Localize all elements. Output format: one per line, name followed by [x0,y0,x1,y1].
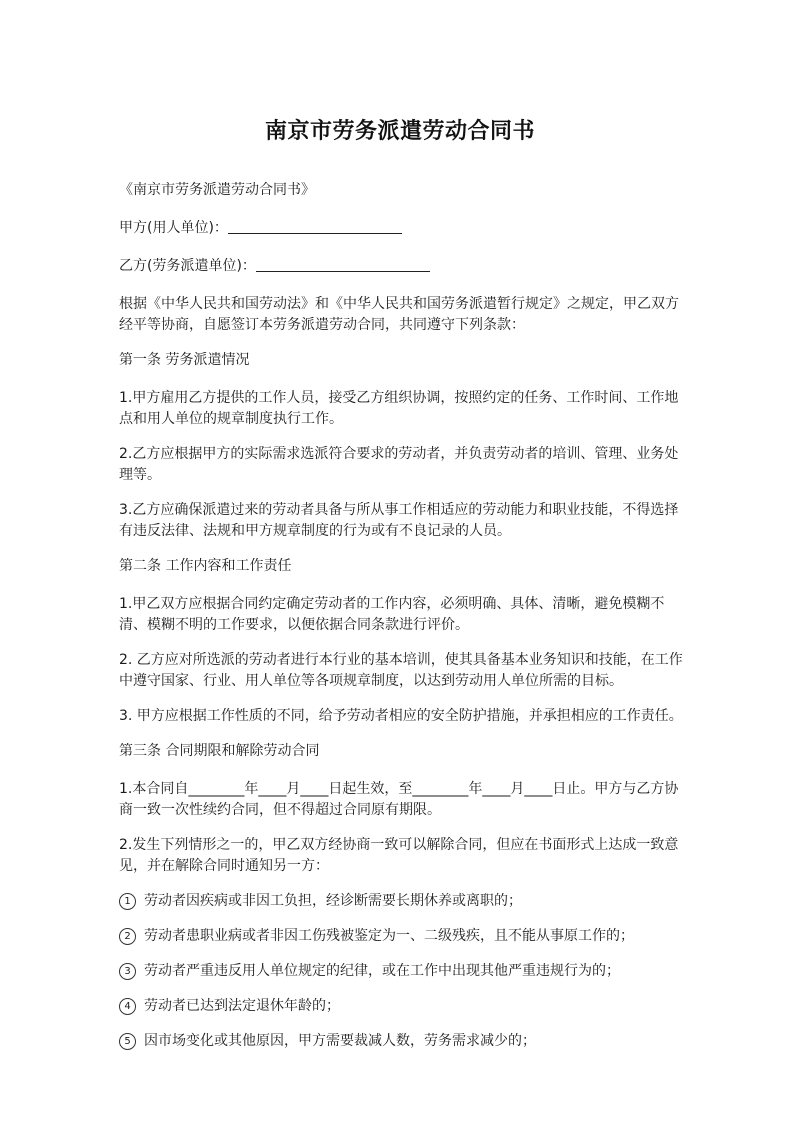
party-b-label: 乙方(劳务派遣单位)： [119,258,256,274]
article3-paragraph-2: 2.发生下列情形之一的，甲乙双方经协商一致可以解除合同，但应在书面形式上达成一致意见，并在解除合同时通知另一方： [119,837,679,874]
article2-paragraph-1: 1.甲乙双方应根据合同约定确定劳动者的工作内容，必须明确、具体、清晰，避免模糊不清、模糊不明的工作要求，以便依据合同条款进行评价。 [119,596,665,633]
party-a-label: 甲方(用人单位)： [119,220,228,236]
circled-number: 1 [119,893,136,910]
article1-paragraph-3: 3.乙方应确保派遣过来的劳动者具备与所从事工作相适应的劳动能力和职业技能，不得选择有违反法律、法规和甲方规章制度的行为或有不良记录的人员。 [119,502,679,539]
circled-number: 5 [119,1033,136,1050]
article1-paragraph-1: 1.甲方雇用乙方提供的工作人员，接受乙方组织协调，按照约定的任务、工作时间、工作地点和用人单位的规章制度执行工作。 [119,390,679,427]
party-b-line [119,256,691,277]
document-subtitle: 《南京市劳务派遣劳动合同书》 [119,182,315,198]
list-item-text: 劳动者患职业病或者非因工伤残被鉴定为一、二级残疾，且不能从事原工作的； [144,928,634,944]
article2-paragraph-2: 2. 乙方应对所选派的劳动者进行本行业的基本培训，使其具备基本业务知识和技能，在工作中遵守国家、行业、用人单位等各项规章制度，以达到劳动用人单位所需的目标。 [119,652,683,689]
list-item [119,926,691,947]
preamble-paragraph: 根据《中华人民共和国劳动法》和《中华人民共和国劳务派遣暂行规定》之规定，甲乙双方经平等协商，自愿签订本劳务派遣劳动合同，共同遵守下列条款： [119,296,679,333]
list-item-text: 因市场变化或其他原因，甲方需要裁减人数，劳务需求减少的； [144,1033,536,1049]
list-item-text: 劳动者因疾病或非因工负担，经诊断需要长期休养或离职的； [144,893,522,909]
list-item [119,996,691,1017]
party-a-blank [228,219,402,234]
circled-number: 3 [119,963,136,980]
article2-heading: 第二条 工作内容和工作责任 [119,558,292,574]
document-title: 南京市劳务派遣劳动合同书 [264,118,535,144]
circled-number: 4 [119,998,136,1015]
party-b-blank [256,257,430,272]
list-item [119,1031,691,1052]
list-item [119,961,691,982]
list-item-text: 劳动者严重违反用人单位规定的纪律，或在工作中出现其他严重违规行为的； [144,963,620,979]
article1-heading: 第一条 劳务派遣情况 [119,352,250,368]
article3-paragraph-1: 1.本合同自________年____月____日起生效，至________年____月____日止。甲方与乙方协商一致一次性续约合同，但不得超过合同原有期限。 [119,781,679,818]
list-item [119,891,691,912]
document-body [119,180,691,1066]
list-item-text: 劳动者已达到法定退休年龄的； [144,998,340,1014]
article2-paragraph-3: 3. 甲方应根据工作性质的不同，给予劳动者相应的安全防护措施，并承担相应的工作责任。 [119,708,683,724]
article3-heading: 第三条 合同期限和解除劳动合同 [119,743,320,759]
circled-number: 2 [119,928,136,945]
party-a-line [119,218,691,239]
article1-paragraph-2: 2.乙方应根据甲方的实际需求选派符合要求的劳动者，并负责劳动者的培训、管理、业务处理等。 [119,446,679,483]
